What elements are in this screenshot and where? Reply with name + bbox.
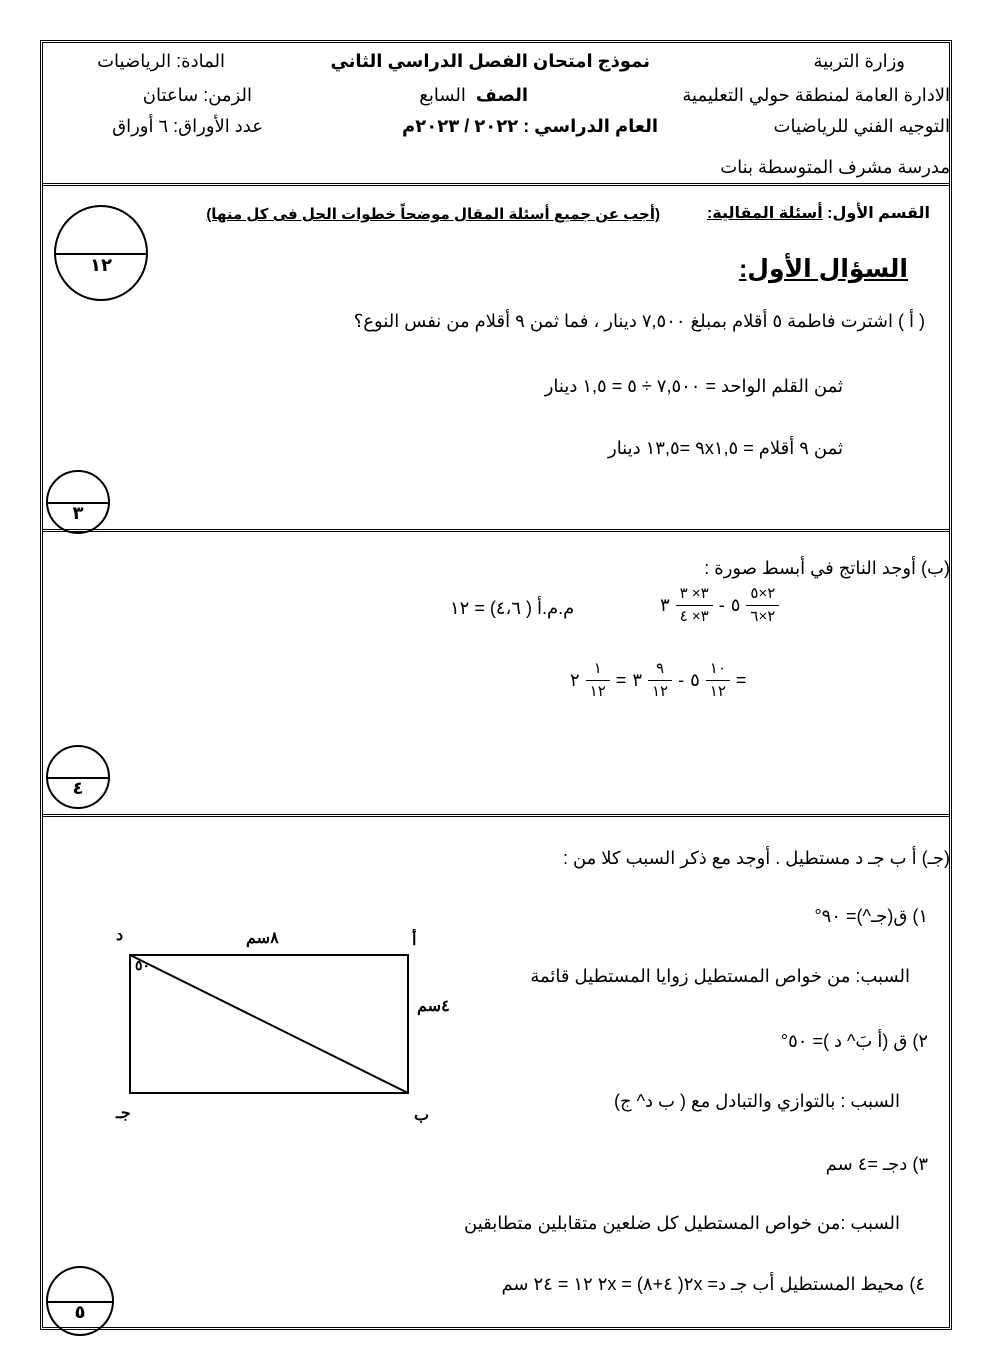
question-c: (جـ) أ ب جـ د مستطيل . أوجد مع ذكر السبب كلا من : (562, 848, 950, 868)
question-b: (ب) أوجد الناتج في أبسط صورة : (704, 558, 950, 578)
lcm: م.م.أ ( ٤،٦) = ١٢ (450, 598, 575, 618)
instruction: (أجب عن جميع أسئلة المقال موضحاً خطوات الحل فى كل منها) (206, 206, 660, 223)
reason-1: السبب: من خواص المستطيل زوايا المستطيل قائمة (530, 966, 910, 986)
whole-number: ٢ (570, 670, 580, 690)
fraction: $\frac{١٠}{١٢}$ (706, 660, 730, 701)
diagonal (130, 955, 408, 1093)
score-b: ٤ (72, 778, 84, 799)
answer-a-line2: ثمن ٩ أقلام = ٩x١,٥ =١٣,٥ دينار (608, 438, 843, 458)
vertex-d: د (116, 925, 124, 944)
page-count: عدد الأوراق: ٦ أوراق (112, 116, 263, 136)
equals: = (615, 670, 627, 690)
ministry: وزارة التربية (813, 51, 905, 71)
reason-3: السبب :من خواص المستطيل كل ضلعين متقابلين متطابقين (464, 1213, 900, 1233)
whole-number: ٣ (660, 595, 670, 615)
vertex-a: أ (412, 930, 417, 949)
item-4: ٤) محيط المستطيل أب جـ د= ٢x( ٤+٨) = ٢x ١٢ = ٢٤ سم (501, 1274, 925, 1294)
reason-2: السبب : بالتوازي والتبادل مع ( ب د^ ج) (613, 1091, 900, 1111)
score-a: ٣ (72, 503, 84, 524)
angle-label: ٥٠ (135, 958, 151, 974)
item-3: ٣) دجـ =٤ سم (825, 1154, 928, 1174)
operator: - (678, 670, 685, 690)
answer-a-line1: ثمن القلم الواحد = ٧,٥٠٠ ÷ ٥ = ١,٥ دينار (544, 376, 843, 396)
subject: المادة: الرياضيات (97, 51, 225, 71)
operator: - (718, 595, 725, 615)
vertex-c: جـ (116, 1103, 131, 1122)
year-value: ٢٠٢٢ / ٢٠٢٣م (402, 116, 519, 136)
question-a: ( أ ) اشترت فاطمة ٥ أقلام بمبلغ ٧,٥٠٠ دينار ، فما ثمن ٩ أقلام من نفس النوع؟ (353, 311, 925, 331)
year-label: العام الدراسي : (523, 116, 658, 136)
equals: = (735, 670, 747, 690)
vertex-b: ب (414, 1105, 430, 1124)
fraction: $\frac{٩}{١٢}$ (648, 660, 672, 701)
score-c: ٥ (74, 1302, 86, 1323)
grade-label: الصف (475, 85, 528, 105)
whole-number: ٣ (632, 670, 642, 690)
exam-title: نموذج امتحان الفصل الدراسي الثاني (330, 51, 650, 71)
item-2: ٢) ق (أ بَ^ د )= ٥٠° (780, 1031, 928, 1051)
district: الادارة العامة لمنطقة حولي التعليمية (682, 85, 950, 105)
right-side-length: ٤سم (417, 996, 450, 1015)
part-label: القسم الأول: (827, 205, 930, 222)
whole-number: ٥ (690, 670, 700, 690)
question-title: السؤال الأول: (738, 255, 908, 283)
fraction: $\frac{١}{١٢}$ (586, 660, 610, 701)
time: الزمن: ساعتان (142, 85, 252, 105)
top-side-length: ٨سم (246, 928, 279, 947)
school: مدرسة مشرف المتوسطة بنات (720, 157, 950, 177)
item-1: ١) ق(جـ^)= ٩٠° (814, 906, 928, 926)
total-score: ١٢ (90, 254, 112, 275)
part-title: أسئلة المقالية: (706, 205, 823, 222)
supervision: التوجيه الفني للرياضيات (773, 116, 950, 136)
whole-number: ٥ (730, 595, 741, 615)
fraction: $\frac{٣\times ٣}{٣\times ٤}$ (676, 585, 713, 626)
score-circle-c (46, 1266, 114, 1336)
grade-value: السابع (419, 85, 466, 105)
fraction: $\frac{٢\times ٥}{٢\times ٦}$ (746, 585, 779, 626)
